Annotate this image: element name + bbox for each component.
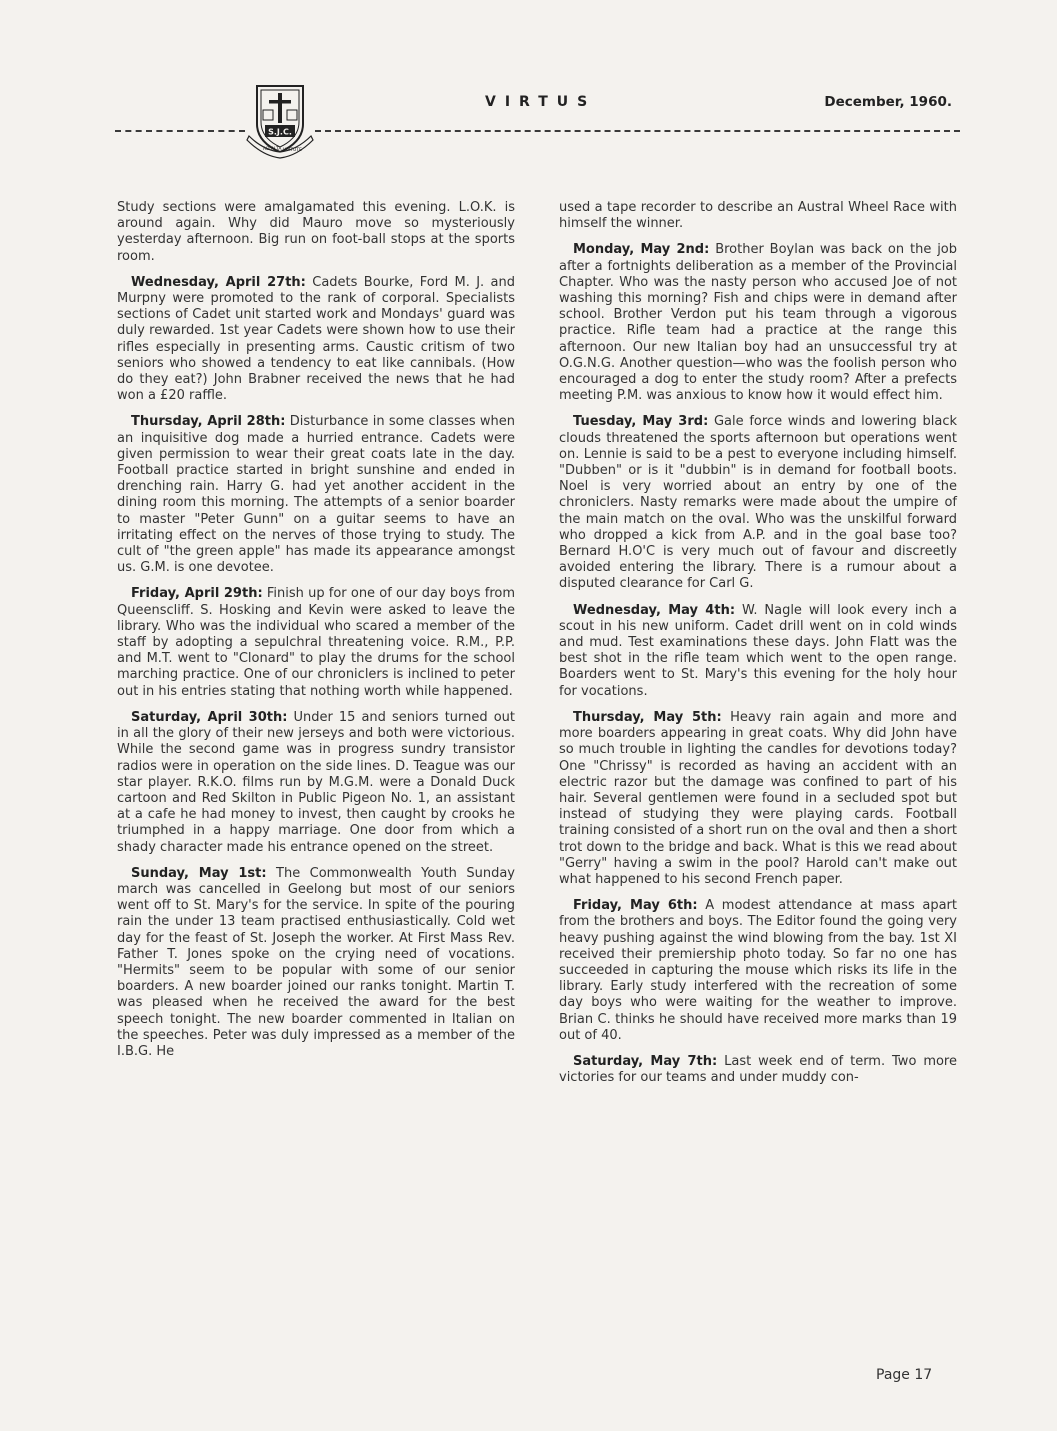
diary-entry xyxy=(559,603,957,700)
diary-entry xyxy=(559,414,957,592)
diary-entry xyxy=(117,866,515,1060)
entry-day: Friday, May 6th: xyxy=(573,898,698,914)
entry-text: W. Nagle will look every inch a scout in his new uniform. Cadet drill went on in cold winds and mud. Test examinations these days. John Flatt was the best shot in the rifle team which went to the open range. Boarders went to St. Mary's this evening for the holy hour for vocations. xyxy=(559,602,957,699)
entry-text: Study sections were amalgamated this evening. L.O.K. is around again. Why did Mauro move so mysteriously yesterday afternoon. Big run on foot-ball stops at the sports room. xyxy=(117,200,515,264)
entry-day: Monday, May 2nd: xyxy=(573,242,710,258)
magazine-title: VIRTUS xyxy=(485,94,597,110)
entry-text: Disturbance in some classes when an inquisitive dog made a hurried entrance. Cadets were given permission to wear their great coats late in the day. Football practice started in bright sunshine and ended in drenching rain. Harry G. had yet another accident in the dining room this morning. The attempts of a senior boarder to master "Peter Gunn" on a guitar seems to have an irritating effect on the nerves of those trying to study. The cult of "the green apple" has made its appearance amongst us. G.M. is one devotee. xyxy=(117,414,516,576)
header-rule-right xyxy=(315,130,960,132)
entry-day: Sunday, May 1st: xyxy=(131,865,267,881)
crest-motto-left: AD ALTA xyxy=(263,147,282,152)
page-number: Page 17 xyxy=(876,1367,933,1383)
header-rule-left xyxy=(115,130,245,132)
entry-text: Last week end of term. Two more victories for our teams and under muddy con- xyxy=(559,1053,957,1086)
entry-day: Wednesday, April 27th: xyxy=(131,274,306,290)
issue-date: December, 1960. xyxy=(824,94,952,110)
school-crest xyxy=(245,80,315,160)
entry-day: Tuesday, May 3rd: xyxy=(573,414,709,430)
entry-day: Saturday, May 7th: xyxy=(573,1053,718,1069)
diary-entry xyxy=(117,414,515,576)
entry-day: Thursday, May 5th: xyxy=(573,709,722,725)
entry-text: Gale force winds and lowering black clouds threatened the sports afternoon but operations went on. Lennie is said to be a pest to everyone including himself. "Dubben" or is it "dubbin" is in demand for football boots. Noel is very worried about an entry by one of the chroniclers. Nasty remarks were made about the umpire of the main match on the oval. Who was the unskilful forward who dropped a kick from A.P. and in the goal base too? Bernard H.O'C is very much out of favour and discreetly avoided entering the library. There is a rumour about a disputed clearance for Carl G. xyxy=(559,414,957,592)
entry-day: Wednesday, May 4th: xyxy=(573,602,736,618)
entry-day: Thursday, April 28th: xyxy=(131,414,286,430)
entry-text: Heavy rain again and more and more boarders appearing in great coats. Why did John have so much trouble in lighting the candles for devotions today? One "Chrissy" is recorded as having an accident with an electric razor but the damage was confined to part of his hair. Several gentlemen were found in a secluded spot but instead of studying they were playing cards. Football training consisted of a short run on the oval and then a short trot down to the bridge and back. What is this we read about "Gerry" having a swim in the pool? Harold can't make out what happened to his second French paper. xyxy=(559,709,957,887)
diary-entry xyxy=(117,275,515,405)
crest-initials: S.J.C. xyxy=(268,127,292,137)
diary-entry xyxy=(559,1054,957,1086)
entry-text: Under 15 and seniors turned out in all the glory of their new jerseys and both were victorious. While the second game was in progress sundry transistor radios were in operation on the side lines. D. Teague was our star player. R.K.O. films run by M.G.M. were a Donald Duck cartoon and Red Skilton in Public Pigeon No. 1, an assistant at a cafe he had money to invest, then caught by crooks he triumphed in a happy marriage. One door from which a shady character made his entrance opened on the street. xyxy=(117,709,515,855)
entry-text: A modest attendance at mass apart from the brothers and boys. The Editor found the going very heavy pushing against the wind blowing from the bay. 1st XI received their premiership photo today. So far no one has succeeded in capturing the mouse which risks its life in the library. Early study interfered with the recreation of some day boys who were waiting for the weather to improve. Brian C. thinks he should have received more marks than 19 out of 40. xyxy=(559,898,958,1043)
entry-text: Finish up for one of our day boys from Queenscliff. S. Hosking and Kevin were asked to leave the library. Who was the individual who scared a member of the staff by adopting a sepulchral threatening voice. R.M., P.P. and M.T. went to "Clonard" to play the drums for the school marching practice. One of our chroniclers is inclined to peter out in his entries stating that nothing worth while happened. xyxy=(117,586,515,699)
diary-entry xyxy=(559,898,957,1044)
entry-text: Brother Boylan was back on the job after a fortnights deliberation as a member of the Provincial Chapter. Who was the nasty person who accused Joe of not washing this morning? Fish and chips were in demand after school. Brother Verdon put his team through a vigorous practice. Rifle team had a practice at the range this afternoon. Our new Italian boy had an unsuccessful try at O.G.N.G. Another question—who was the foolish person who encouraged a dog to enter the study room? After a prefects meeting P.M. was anxious to know how it would effect him. xyxy=(559,242,958,404)
right-column xyxy=(559,200,957,1096)
entry-day: Friday, April 29th: xyxy=(131,586,263,602)
entry-text: The Commonwealth Youth Sunday march was cancelled in Geelong but most of our seniors went off to St. Mary's for the service. In spite of the pouring rain the under 13 team practised enthusiastically. Cold wet day for the feast of St. Joseph the worker. At First Mass Rev. Father T. Jones spoke on the crying need of vocations. "Hermits" seem to be popular with some of our senior boarders. A new boarder joined our ranks tonight. Martin T. was pleased when he received the award for the best speech tonight. The new boarder commented in Italian on the speeches. Peter was duly impressed as a member of the I.B.G. He xyxy=(117,865,515,1059)
diary-entry xyxy=(117,710,515,856)
diary-entry xyxy=(559,242,957,404)
entry-day: Saturday, April 30th: xyxy=(131,709,288,725)
crest-motto-right: VIRTUTE xyxy=(283,148,302,153)
diary-entry xyxy=(559,710,957,888)
crest-shield-icon xyxy=(245,80,315,160)
page-header xyxy=(115,80,960,160)
diary-entry xyxy=(559,200,957,232)
entry-text: Cadets Bourke, Ford M. J. and Murpny were promoted to the rank of corporal. Specialists sections of Cadet unit started work and Mondays' guard was duly rewarded. 1st year Cadets were shown how to use their rifles especially in presenting arms. Caustic critism of two seniors who showed a tendency to eat like cannibals. (How do they eat?) John Brabner received the news that he had won a £20 raffle. xyxy=(117,274,516,404)
diary-entry xyxy=(117,586,515,699)
diary-entry xyxy=(117,200,515,265)
left-column xyxy=(117,200,515,1070)
entry-text: used a tape recorder to describe an Austral Wheel Race with himself the winner. xyxy=(559,200,957,232)
